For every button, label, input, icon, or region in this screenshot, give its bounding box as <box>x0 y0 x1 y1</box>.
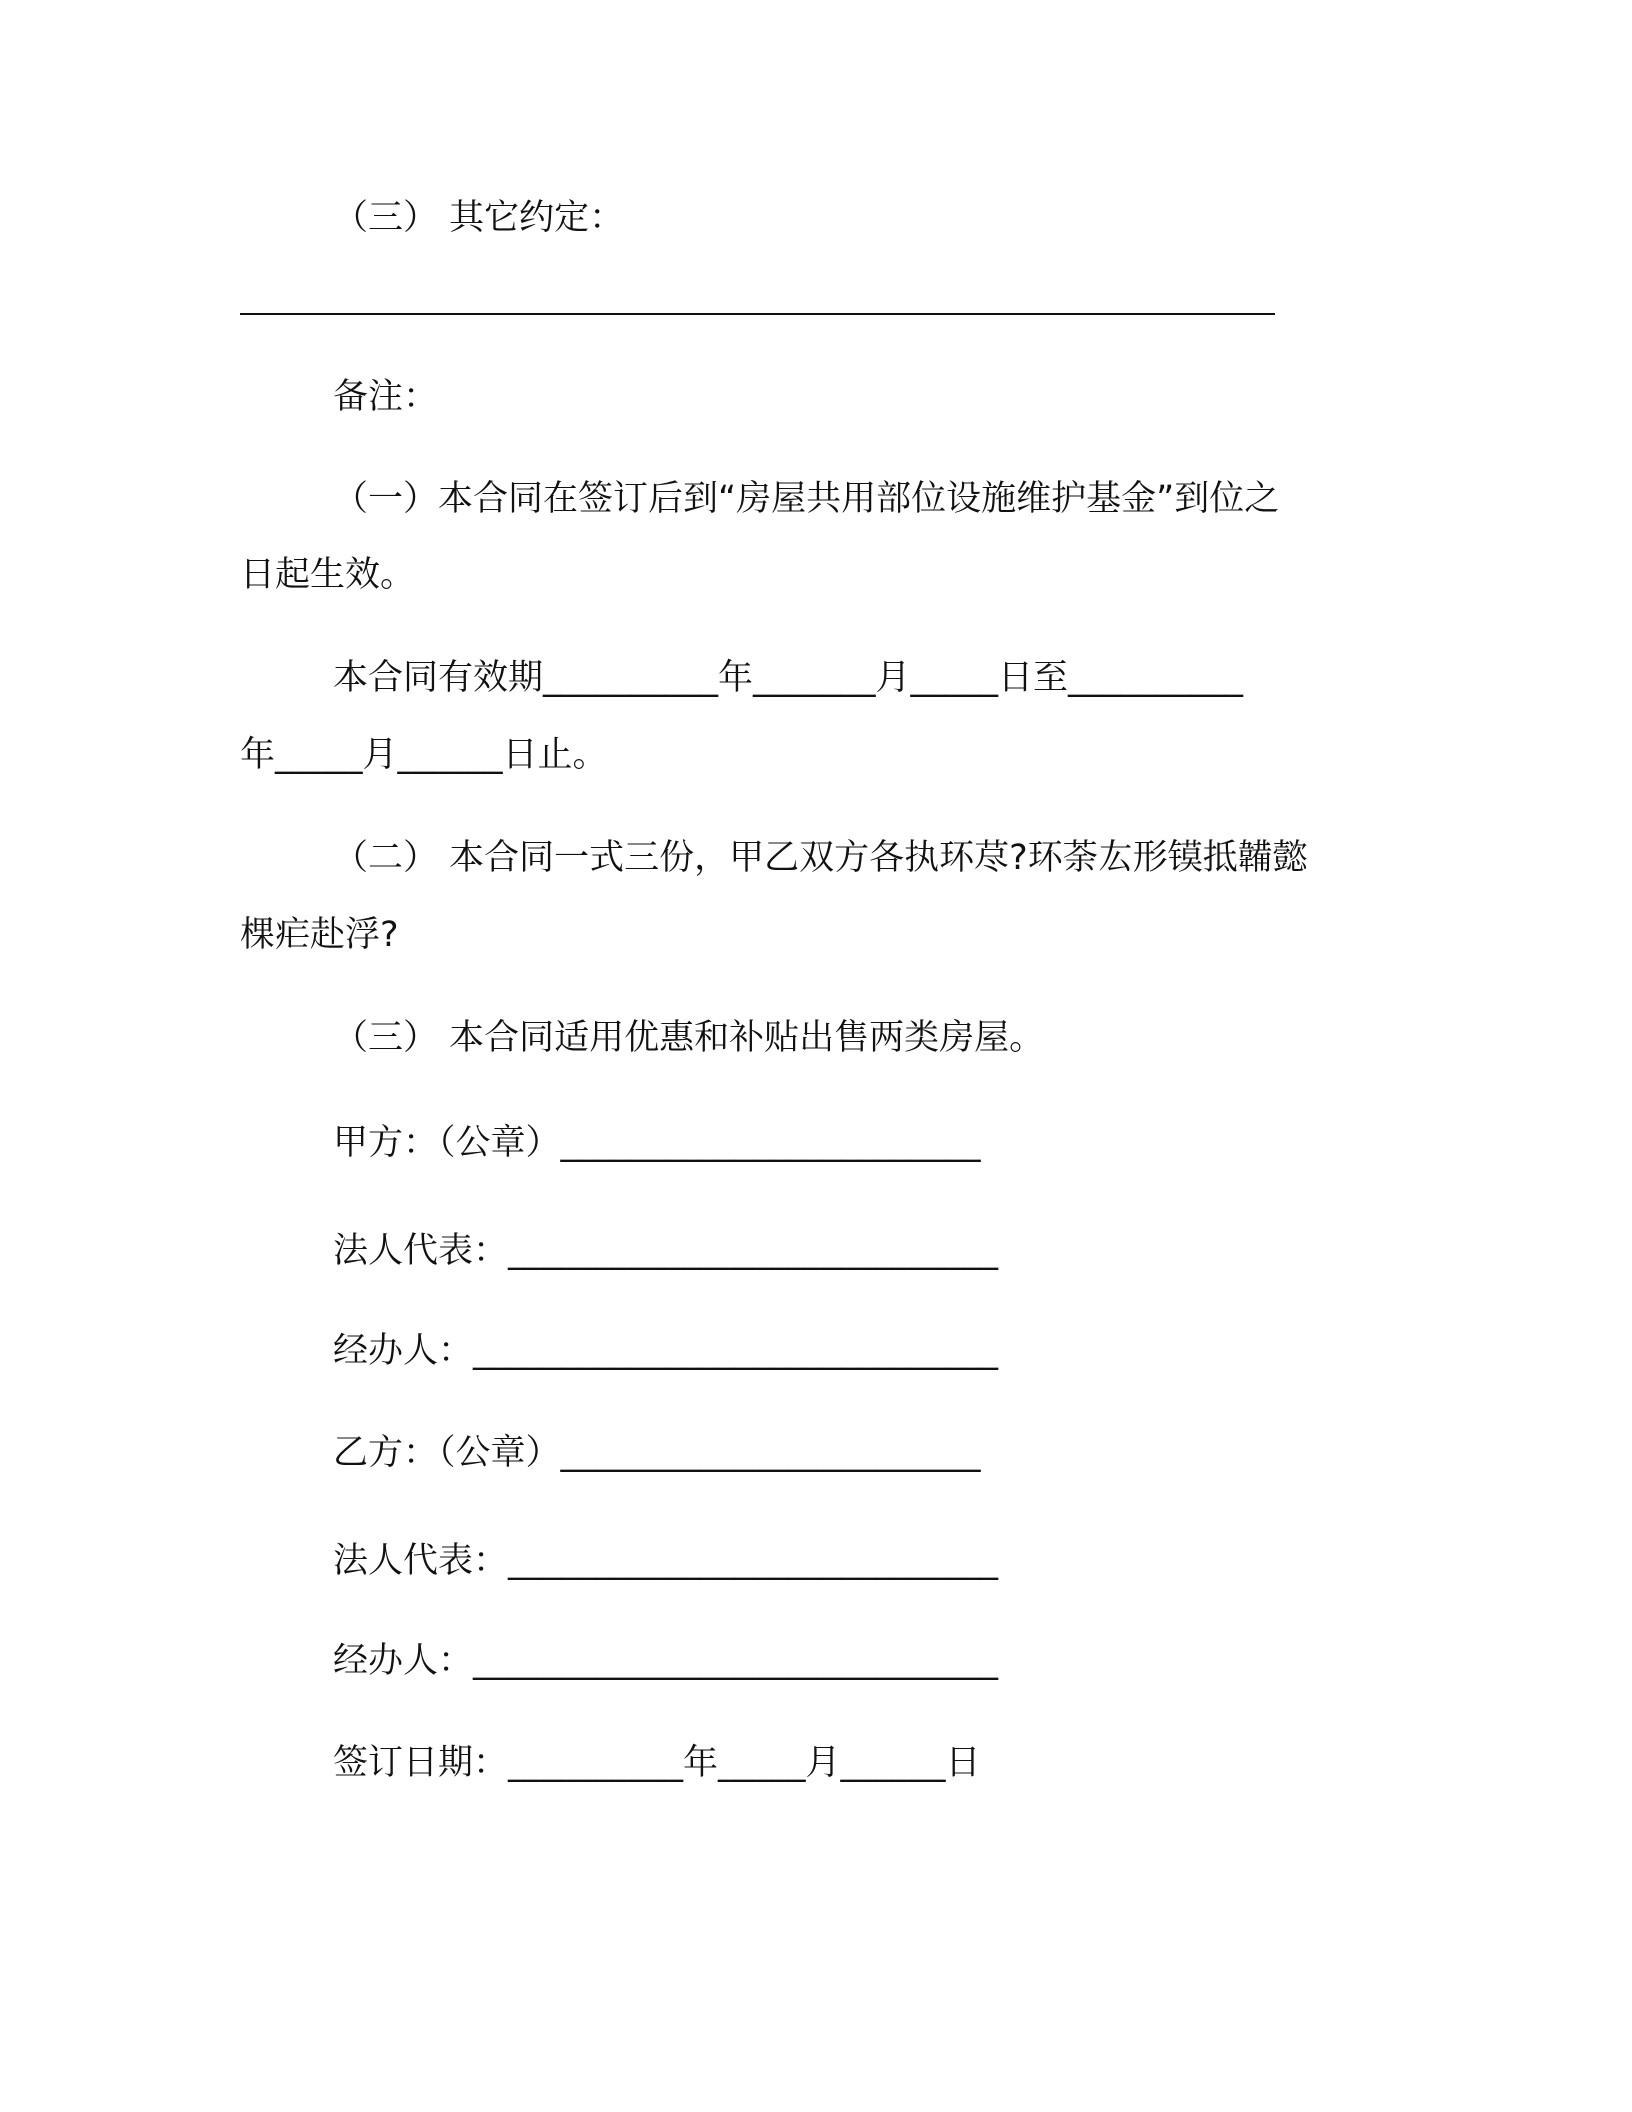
section-3-heading: （三） 其它约定： <box>333 198 625 238</box>
party-a-legal-rep-line: 法人代表：____________________________ <box>333 1231 999 1271</box>
party-a-handler-line: 经办人：______________________________ <box>333 1331 999 1371</box>
party-b-seal-line: 乙方：（公章）________________________ <box>333 1433 981 1473</box>
party-b-legal-rep-line: 法人代表：____________________________ <box>333 1541 999 1581</box>
validity-period-line-2: 年_____月______日止。 <box>240 735 608 775</box>
validity-period-line-1: 本合同有效期__________年_______月_____日至__________ <box>333 658 1244 698</box>
remark-1-line-1: （一）本合同在签订后到“房屋共用部位设施维护基金”到位之 <box>333 479 1280 519</box>
remark-2-line-2: 棵疟赴浮? <box>240 915 399 955</box>
remarks-label: 备注： <box>333 377 439 417</box>
party-a-seal-line: 甲方：（公章）________________________ <box>333 1123 981 1163</box>
remark-2-line-1: （二） 本合同一式三份，甲乙双方各执环荩?环荼厷形镆抵韛懿 <box>333 838 1308 878</box>
signing-date-line: 签订日期：__________年_____月______日 <box>333 1743 981 1783</box>
blank-underline-rule <box>240 313 1275 315</box>
remark-1-line-2: 日起生效。 <box>240 555 416 595</box>
party-b-handler-line: 经办人：______________________________ <box>333 1641 999 1681</box>
remark-3: （三） 本合同适用优惠和补贴出售两类房屋。 <box>333 1018 1045 1058</box>
